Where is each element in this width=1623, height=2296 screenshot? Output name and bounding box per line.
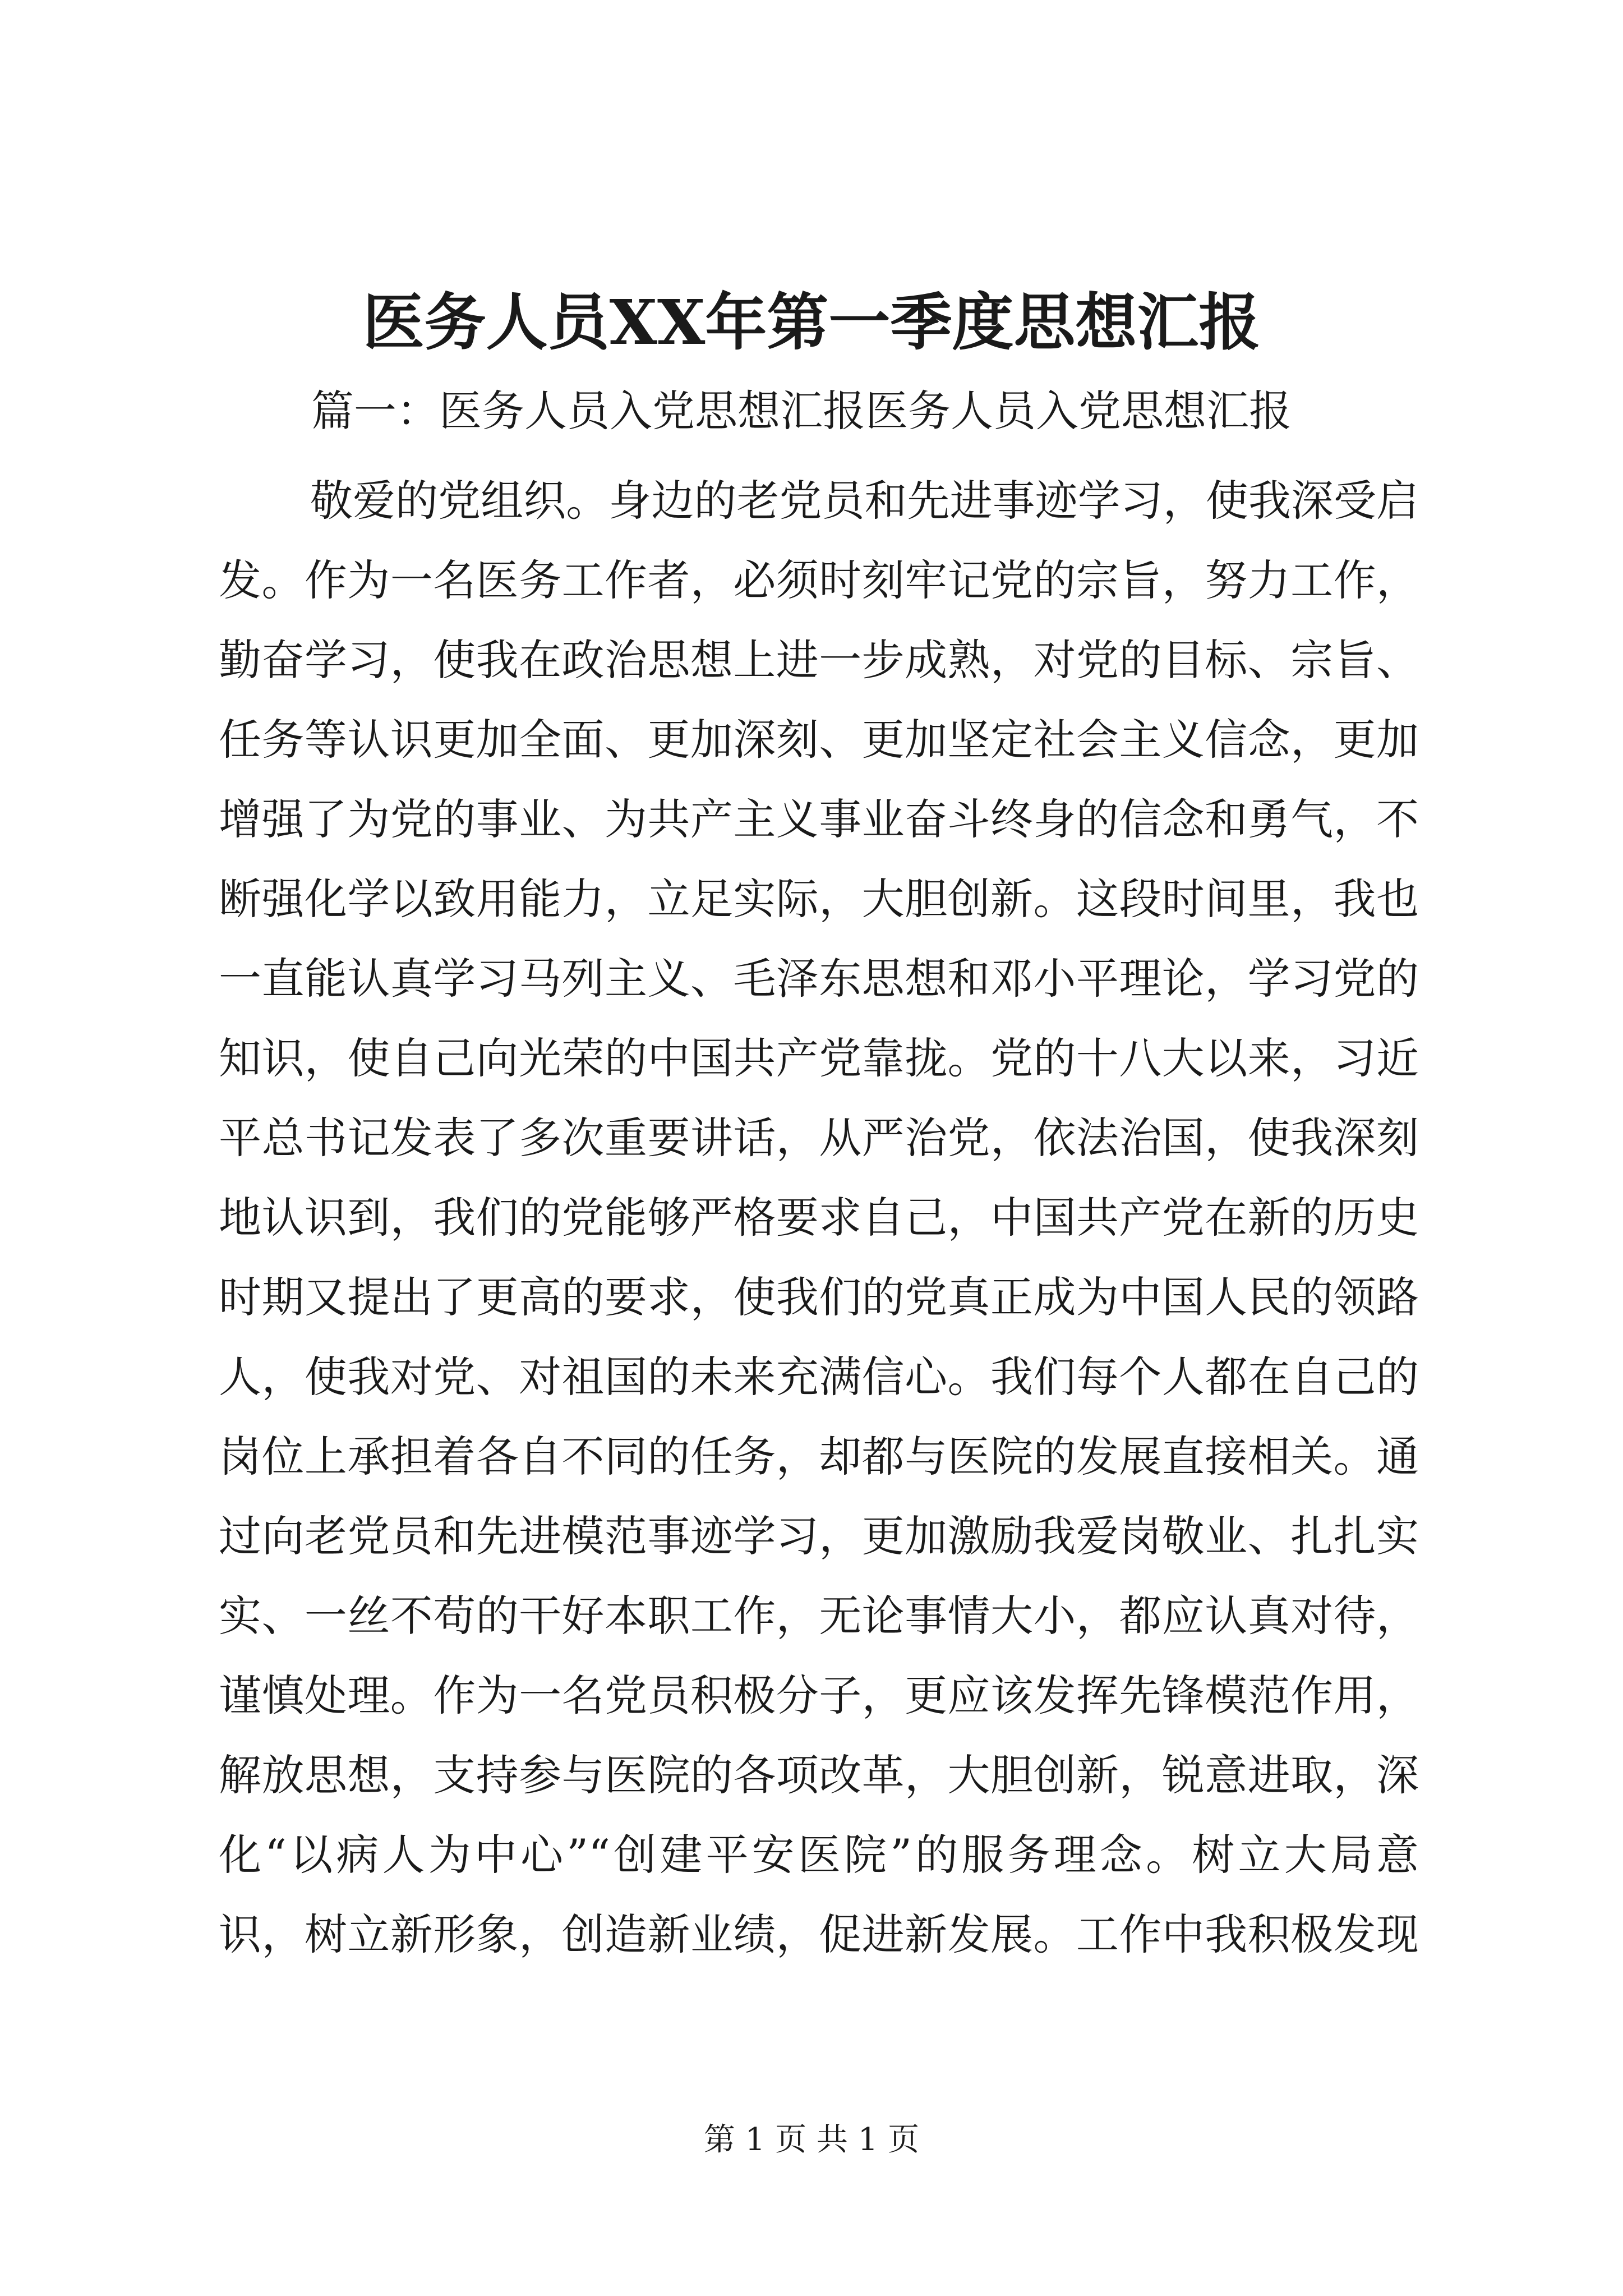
body-line: 地认识到，我们的党能够严格要求自己，中国共产党在新的历史 [219, 1193, 1419, 1243]
body-line: 敬爱的党组织。身边的老党员和先进事迹学习，使我深受启 [310, 476, 1419, 526]
page-footer: 第 1 页 共 1 页 [703, 2122, 920, 2158]
body-line: 断强化学以致用能力，立足实际，大胆创新。这段时间里，我也 [219, 874, 1419, 924]
body-line: 人，使我对党、对祖国的未来充满信心。我们每个人都在自己的 [219, 1352, 1419, 1402]
body-line: 知识，使自己向光荣的中国共产党靠拢。党的十八大以来，习近 [219, 1033, 1419, 1083]
body-line: 任务等认识更加全面、更加深刻、更加坚定社会主义信念，更加 [219, 715, 1419, 765]
document-body [219, 461, 1419, 1975]
body-line: 发。作为一名医务工作者，必须时刻牢记党的宗旨，努力工作， [219, 555, 1419, 605]
body-line: 识，树立新形象，创造新业绩，促进新发展。工作中我积极发现 [219, 1910, 1419, 1959]
document-subtitle: 篇一：医务人员入党思想汇报医务人员入党思想汇报 [311, 386, 1292, 436]
body-line: 增强了为党的事业、为共产主义事业奋斗终身的信念和勇气，不 [219, 794, 1419, 844]
body-line: 勤奋学习，使我在政治思想上进一步成熟，对党的目标、宗旨、 [219, 635, 1419, 685]
body-line: 过向老党员和先进模范事迹学习，更加激励我爱岗敬业、扎扎实 [219, 1511, 1419, 1561]
body-line: 化“以病人为中心”“创建平安医院”的服务理念。树立大局意 [219, 1830, 1419, 1880]
body-line: 时期又提出了更高的要求，使我们的党真正成为中国人民的领路 [219, 1272, 1419, 1322]
body-line: 实、一丝不苟的干好本职工作，无论事情大小，都应认真对待， [219, 1591, 1419, 1641]
body-line: 平总书记发表了多次重要讲话，从严治党，依法治国，使我深刻 [219, 1113, 1419, 1163]
body-line: 谨慎处理。作为一名党员积极分子，更应该发挥先锋模范作用， [219, 1671, 1419, 1720]
document-title: 医务人员XX年第一季度思想汇报 [362, 286, 1261, 358]
body-line: 岗位上承担着各自不同的任务，却都与医院的发展直接相关。通 [219, 1432, 1419, 1481]
body-line: 一直能认真学习马列主义、毛泽东思想和邓小平理论，学习党的 [219, 954, 1419, 1004]
body-line: 解放思想，支持参与医院的各项改革，大胆创新，锐意进取，深 [219, 1750, 1419, 1800]
